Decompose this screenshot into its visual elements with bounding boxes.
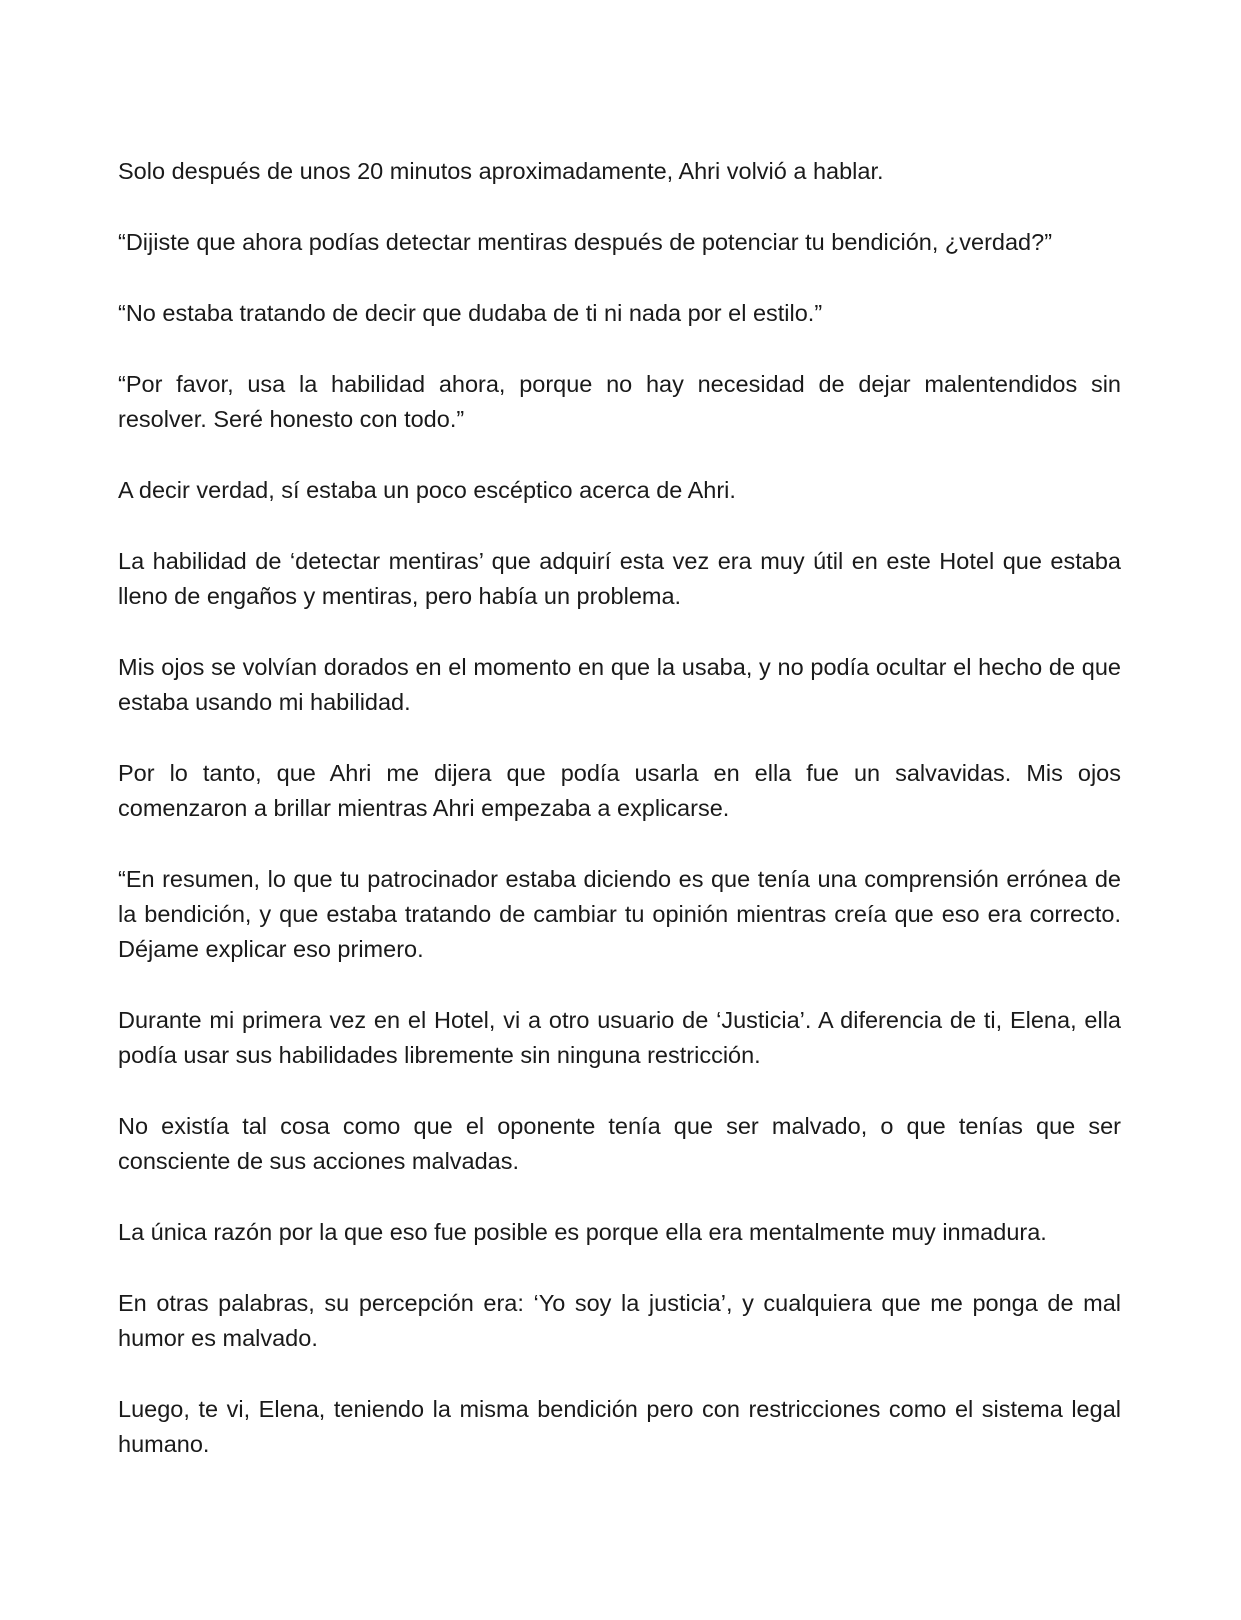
paragraph-12: La única razón por la que eso fue posible es porque ella era mentalmente muy inmadura. bbox=[118, 1219, 1047, 1245]
paragraph-6: La habilidad de ‘detectar mentiras’ que adquirí esta vez era muy útil en este Hotel que estaba lleno de engaños y mentiras, pero había un problema. bbox=[118, 548, 1121, 609]
paragraph-3: “No estaba tratando de decir que dudaba de ti ni nada por el estilo.” bbox=[118, 300, 823, 326]
paragraph-1: Solo después de unos 20 minutos aproximadamente, Ahri volvió a hablar. bbox=[118, 158, 884, 184]
paragraph-2: “Dijiste que ahora podías detectar mentiras después de potenciar tu bendición, ¿verdad?” bbox=[118, 229, 1053, 255]
document-body bbox=[118, 154, 1121, 1498]
paragraph-14: Luego, te vi, Elena, teniendo la misma bendición pero con restricciones como el sistema legal humano. bbox=[118, 1396, 1121, 1457]
paragraph-9: “En resumen, lo que tu patrocinador estaba diciendo es que tenía una comprensión errónea de la bendición, y que estaba tratando de cambiar tu opinión mientras creía que eso era correcto. Déjame explicar eso primero. bbox=[118, 866, 1121, 962]
paragraph-7: Mis ojos se volvían dorados en el momento en que la usaba, y no podía ocultar el hecho de que estaba usando mi habilidad. bbox=[118, 654, 1121, 715]
paragraph-5: A decir verdad, sí estaba un poco escéptico acerca de Ahri. bbox=[118, 477, 736, 503]
paragraph-11: No existía tal cosa como que el oponente tenía que ser malvado, o que tenías que ser consciente de sus acciones malvadas. bbox=[118, 1113, 1121, 1174]
paragraph-13: En otras palabras, su percepción era: ‘Yo soy la justicia’, y cualquiera que me ponga de mal humor es malvado. bbox=[118, 1290, 1121, 1351]
paragraph-8: Por lo tanto, que Ahri me dijera que podía usarla en ella fue un salvavidas. Mis ojos comenzaron a brillar mientras Ahri empezaba a explicarse. bbox=[118, 760, 1121, 821]
paragraph-4: “Por favor, usa la habilidad ahora, porque no hay necesidad de dejar malentendidos sin resolver. Seré honesto con todo.” bbox=[118, 371, 1121, 432]
paragraph-10: Durante mi primera vez en el Hotel, vi a otro usuario de ‘Justicia’. A diferencia de ti, Elena, ella podía usar sus habilidades libremente sin ninguna restricción. bbox=[118, 1007, 1121, 1068]
